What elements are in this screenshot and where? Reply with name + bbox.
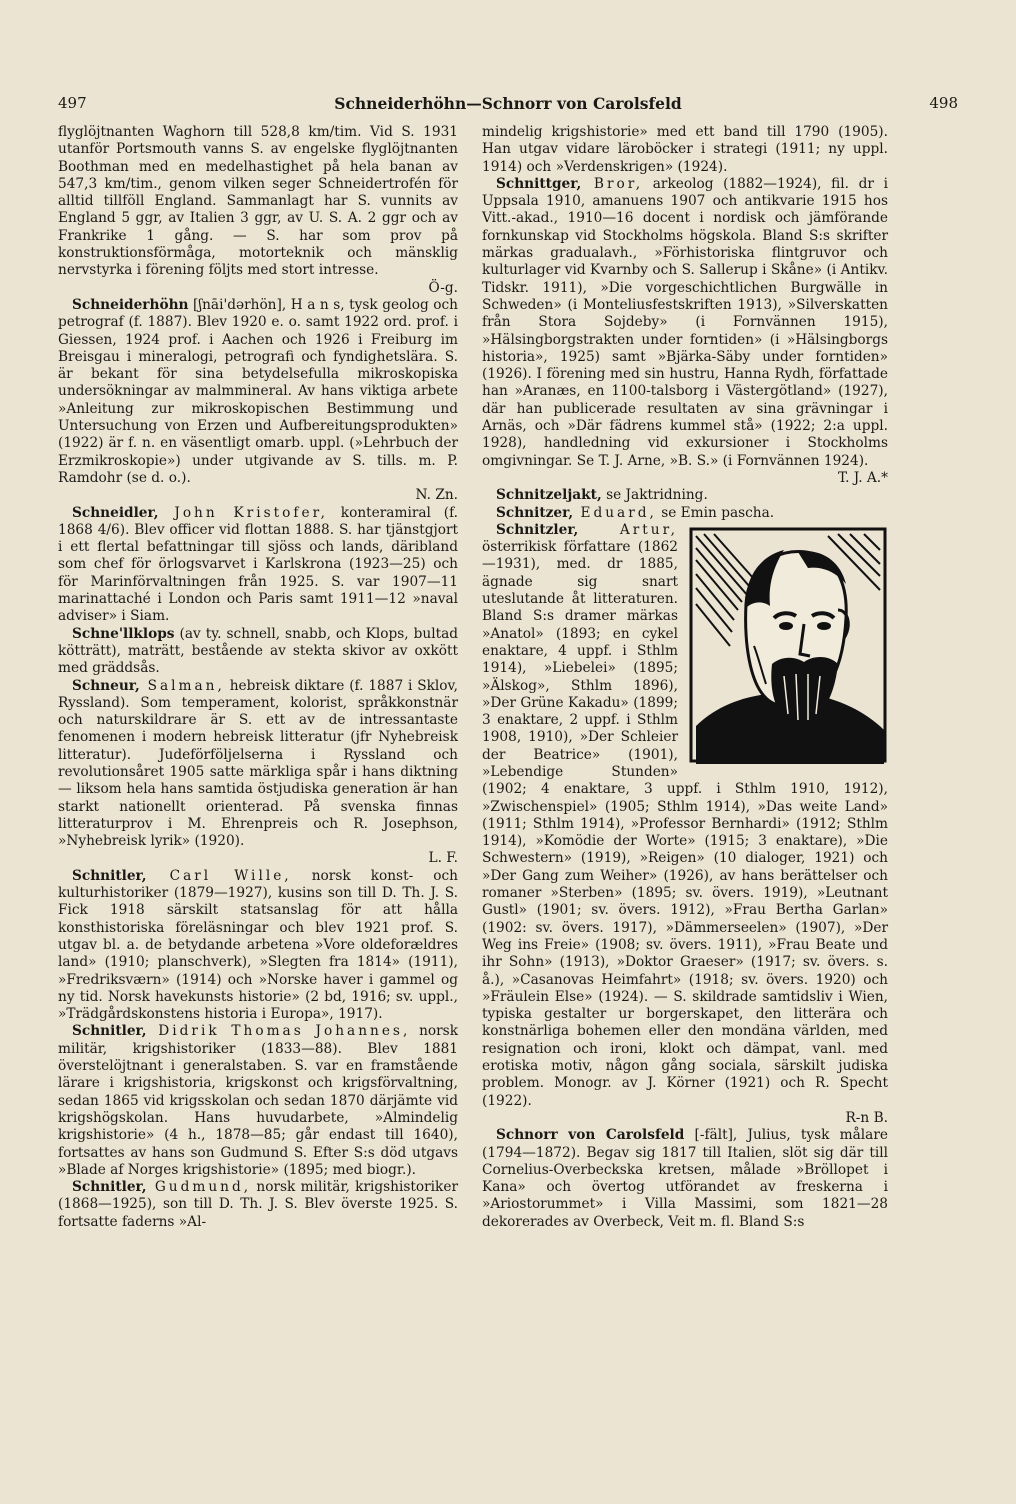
headword-forename: Didrik Thomas Johannes, bbox=[146, 1023, 411, 1040]
headword: Schneiderhöhn bbox=[72, 296, 189, 313]
signature: T. J. A.* bbox=[837, 469, 888, 486]
entry-text: flyglöjtnanten Waghorn till 528,8 km/tim. Vid S. 1931 utanför Portsmouth vanns S. av engelske flyglöjtnanten Boothman med en medelhastighet på hela banan av 547,3 km/tim., genom vilken seger Schneidertrofén för alltid tillföll England. Sammanlagt har S. vunnits av England 5 ggr, av Italien 3 ggr, av U. S. A. 2 ggr och av Frankrike 1 gång. — S. har som prov på konstruktionsförmåga, motorteknik och mänsklig nervstyrka i förening följts med stort intresse. bbox=[58, 124, 458, 279]
dictionary-entry bbox=[58, 505, 458, 626]
signature: L. F. bbox=[428, 850, 458, 867]
entry-text: arkeolog (1882—1924), fil. dr i Uppsala 1910, amanuens 1907 och antikvarie 1915 hos Vitt.-akad., 1910—16 docent i nordisk och jämförande fornkunskap vid Stockholms högskola. Bland S:s skrifter märkas gradualavh., »Förhistoriska flintgruvor och kulturlager vid Kvarnby och S. Sallerup i Skåne» (i Antikv. Tidskr. 1911), »Die vorgeschichtlichen Burgwälle in Schweden» (i Monteliusfestskriften 1913), »Silverskatten från Stora Sojdeby» (i Fornvännen 1915), »Hälsingborgstrakten under forntiden» (i »Hälsingborgs historia», 1925) samt »Bjärka-Säby under forntiden» (1926). I förening med sin hustru, Hanna Rydh, författade han »Aranæs, en 1100-talsborg i Västergötland» (1927), där han publicerade resultaten av sina grävningar i Arnäs, och »Där fädrens kummel stå» (1922; 2:a uppl. 1928), handledning vid exkursioner i Stockholms omgivningar. Se T. J. Arne, »B. S.» (i Fornvännen 1924). bbox=[482, 175, 888, 469]
right-column bbox=[482, 124, 888, 1231]
headword-forename: Eduard, bbox=[573, 504, 657, 521]
running-title: Schneiderhöhn—Schnorr von Carolsfeld bbox=[334, 94, 682, 113]
headword: Schnitler, bbox=[72, 867, 147, 884]
headword: Schnitzer, bbox=[496, 504, 574, 521]
headword: Schnitler, bbox=[72, 1023, 147, 1040]
headword-forename: Gudmund, bbox=[146, 1179, 252, 1196]
headword-forename: Bror, bbox=[581, 175, 644, 192]
left-column bbox=[58, 124, 458, 1231]
headword: Schneidler, bbox=[72, 504, 159, 521]
headword: Schneur, bbox=[72, 677, 140, 694]
entry-text: [-fält], Julius, tysk målare (1794—1872). Begav sig 1817 till Italien, slöt sig där till Cornelius-Overbeckska kretsen, målade »Bröllopet i Kana» och övertog utförandet av freskerna i »Ariostorummet» i Villa Massimi, som 1821—28 dekorerades av Overbeck, Veit m. fl. Bland S:s bbox=[482, 1127, 888, 1230]
dictionary-entry bbox=[58, 626, 458, 678]
dictionary-entry bbox=[482, 124, 888, 176]
schnitzler-portrait bbox=[688, 526, 888, 764]
headword: Schnittger, bbox=[496, 175, 582, 192]
entry-text: [ʃnāi'dərhön], H a n s, tysk geolog och petrograf (f. 1887). Blev 1920 e. o. samt 1922 ord. prof. i Giessen, 1924 prof. i Aachen och 1926 i Freiburg im Breisgau i mineralogi, petrografi och fyndighetslära. S. är bekant för sina betydelsefulla mikroskopiska undersökningar av malmmineral. Av hans viktiga arbete »Anleitung zur mikroskopischen Bestimmung und Untersuchung von Erzen und Aufbereitungsprodukten» (1922) är f. n. en väsentligt omarb. uppl. (»Lehrbuch der Erzmikroskopie») under utgivande av S. tills. m. P. Ramdohr (se d. o.). bbox=[58, 296, 458, 486]
signature: Ö-g. bbox=[428, 279, 458, 296]
entry-text: se Emin pascha. bbox=[656, 504, 775, 521]
dictionary-entry bbox=[482, 505, 888, 522]
entry-text: se Jaktridning. bbox=[601, 487, 708, 504]
signature: R-n B. bbox=[845, 1109, 888, 1126]
dictionary-entry bbox=[482, 487, 888, 504]
headword: Schnorr von Carolsfeld bbox=[496, 1127, 685, 1144]
headword: Schnitzler, bbox=[496, 521, 579, 538]
headword-forename: Salman, bbox=[139, 677, 225, 694]
dictionary-entry bbox=[58, 124, 458, 297]
entry-text: österrikisk författare (1862—1931), med. dr 1885, ägnade sig snart uteslutande åt litteraturen. Bland S:s dramer märkas »Anatol» (1893; en cykel enaktare, 4 uppf. i Sthlm 1914), »Liebelei» (1895; »Älskog», Sthlm 1896), »Der Grüne Kakadu» (1899; 3 enaktare, 2 uppf. i Sthlm 1908, 1910), »Der Schleier der Beatrice» (1901), »Lebendige Stunden» (1902; 4 enaktare, 3 uppf. i Sthlm 1910, 1912), »Zwischenspiel» (1905; Sthlm 1914), »Das weite Land» (1911; Sthlm 1914), »Professor Bernhardi» (1912; Sthlm 1914), »Komödie der Worte» (1915; 3 enaktare), »Die Schwestern» (1919), »Reigen» (10 dialoger, 1921) och »Der Gang zum Weiher» (1926), av hans berättelser och romaner »Sterben» (1895; sv. övers. 1919), »Leutnant Gustl» (1901; sv. övers. 1912), »Frau Bertha Garlan» (1902: sv. övers. 1917), »Dämmerseelen» (1907), »Der Weg ins Freie» (1908; sv. övers. 1911), »Frau Beate und ihr Sohn» (1913), »Doktor Graeser» (1917; sv. övers. s. å.), »Casanovas Heimfahrt» (1918; sv. övers. 1920) och »Fräulein Else» (1924). — S. skildrade samtidsliv i Wien, typiska gestalter ur borgerskapet, den litterära och konstnärliga bohemen eller den mondäna världen, med resignation och ironi, klokt och dämpat, vanl. med erotiska motiv, någon gång sociala, särskilt judiska problem. Monogr. av J. Körner (1921) och R. Specht (1922). bbox=[482, 539, 888, 1109]
headword: Schnitler, bbox=[72, 1179, 147, 1196]
headword-forename: Carl Wille, bbox=[146, 867, 292, 884]
entry-text: konteramiral (f. 1868 4/6). Blev officer vid flottan 1888. S. har tjänstgjort i ett flertal befattningar till sjöss och lands, däribland som chef för örlogsvarvet i Karlskrona (1923—25) och för Marinförvaltningen från 1925. S. var 1907—11 marinattaché i London och Paris samt 1911—12 »naval adviser» i Siam. bbox=[58, 504, 458, 625]
entry-text: norsk konst- och kulturhistoriker (1879—1927), kusins son till D. Th. J. S. Fick 1918 särskilt statsanslag för att hålla konsthistoriska föreläsningar och blev 1921 prof. S. utgav bl. a. de betydande arbetena »Vore oldeforældres land» (1910; planschverk), »Slegten fra 1814» (1911), »Fredriksværn» (1914) och »Norske haver i gammel og ny tid. Norsk havekunsts historie» (2 bd, 1916; sv. uppl., »Trädgårdskonstens historia i Europa», 1917). bbox=[58, 867, 458, 1023]
headword: Schnitzeljakt, bbox=[496, 487, 602, 504]
right-column-entries bbox=[482, 124, 888, 522]
dictionary-entry bbox=[58, 1179, 458, 1231]
page-number-left: 497 bbox=[58, 94, 87, 112]
page-number-right: 498 bbox=[929, 94, 958, 112]
entry-schnitzler bbox=[482, 522, 888, 1127]
dictionary-entry bbox=[58, 1023, 458, 1179]
dictionary-entry bbox=[58, 678, 458, 868]
entry-text: norsk militär, krigshistoriker (1833—88). Blev 1881 överstelöjtnant i generalstaben. S. var en framstående lärare i krigshistoria, krigskonst och krigsförvaltning, sedan 1865 vid krigsskolan och sedan 1870 därjämte vid krigshögskolan. Hans huvudarbete, »Almindelig krigshistorie» (4 h., 1878—85; går endast till 1640), fortsattes av hans son Gudmund S. Efter S:s död utgavs »Blade af Norges krigshistorie» (1895; med biogr.). bbox=[58, 1023, 458, 1178]
dictionary-entry bbox=[482, 176, 888, 487]
dictionary-entry bbox=[58, 868, 458, 1024]
headword: Schne'llklops bbox=[72, 625, 175, 642]
entry-text: (av ty. schnell, snabb, och Klops, bultad kötträtt), maträtt, bestående av stekta skivor av oxkött med gräddsås. bbox=[58, 625, 458, 677]
entry-text: hebreisk diktare (f. 1887 i Sklov, Ryssland). Som temperament, kolorist, språkkonstnär och naturskildrare är S. ett av de intressantaste fenomenen i modern hebreisk litteratur (jfr Nyhebreisk litteratur). Judeförföljelserna i Ryssland och revolutionsåret 1905 satte märkliga spår i hans diktning — liksom hela hans samtida östjudiska generation är han starkt nationellt orienterad. På svenska finnas litteraturprov i M. Ehrenpreis och R. Josephson, »Nyhebreisk lyrik» (1920). bbox=[58, 677, 458, 850]
portrait-woodcut-image bbox=[688, 526, 888, 764]
entry-text: norsk militär, krigshistoriker (1868—1925), son till D. Th. J. S. Blev överste 1925. S. fortsatte faderns »Al- bbox=[58, 1179, 458, 1230]
headword-forename: John Kristofer, bbox=[158, 504, 328, 521]
entry-text: mindelig krigshistorie» med ett band till 1790 (1905). Han utgav vidare läroböcker i strategi (1911; ny uppl. 1914) och »Verdenskrigen» (1924). bbox=[482, 124, 888, 175]
dictionary-entry bbox=[58, 297, 458, 505]
headword-forename: Artur, bbox=[578, 521, 678, 538]
entry-schnorr bbox=[482, 1127, 888, 1231]
signature: N. Zn. bbox=[415, 487, 458, 504]
page-header bbox=[58, 94, 958, 118]
